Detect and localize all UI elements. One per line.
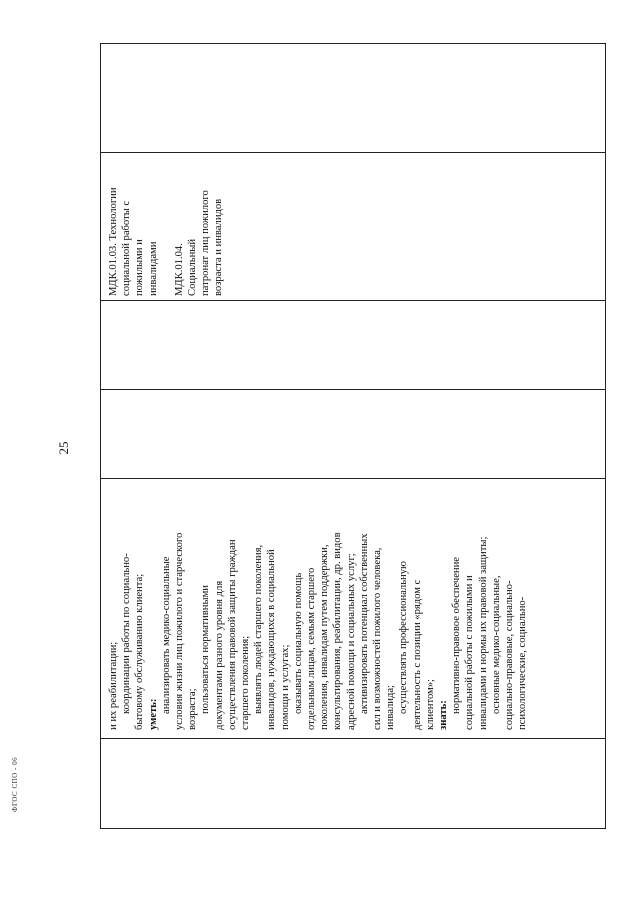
mdk-line: возраста и инвалидов — [213, 198, 225, 296]
text-line: документами разного уровня для — [213, 580, 225, 730]
text-line: осуществлять профессиональную — [398, 561, 410, 714]
text-line: старшего поколения; — [240, 635, 252, 730]
line-gap — [160, 158, 173, 296]
section-heading: уметь: — [147, 698, 159, 730]
text-line: осуществления правовой защиты граждан — [226, 539, 238, 730]
column-divider — [101, 389, 605, 390]
text-line: нормативно-правовое обеспечение — [451, 557, 463, 714]
mdk-line: инвалидами — [147, 241, 159, 296]
text-line: социально-правовые, социально- — [504, 580, 516, 730]
text-line: возраста; — [187, 688, 199, 730]
page-number: 25 — [56, 441, 71, 455]
text-line: инвалида; — [385, 685, 397, 730]
mdk-line: социальной работы с — [121, 200, 133, 296]
text-line: условия жизни лиц пожилого и старческого — [174, 532, 186, 730]
mdk-line: пожилыми и — [134, 239, 146, 296]
text-line: консультирования, реабилитации, др. видов — [332, 532, 344, 730]
rotated-table-wrapper — [100, 43, 606, 829]
mdk-line: патронат лиц пожилого — [200, 190, 212, 296]
text-line: инвалидов, нуждающихся в социальной — [266, 549, 278, 730]
text-line: психологические, социально- — [517, 596, 529, 730]
text-line: и их реабилитации; — [108, 641, 119, 730]
text-line: выявлять людей старшего поколения, — [253, 544, 265, 714]
column-divider — [101, 152, 605, 153]
column-divider — [101, 300, 605, 301]
mdk-line: Социальный — [187, 238, 199, 296]
text-line: активизировать потенциал собственных — [358, 533, 370, 714]
mdk-line: МДК.01.04. — [173, 243, 185, 296]
column-divider — [101, 478, 605, 479]
text-line: адресной помощи и социальных услуг; — [345, 553, 357, 730]
text-line: сил и возможностей пожилого человека, — [372, 547, 384, 730]
text-line: координации работы по социально- — [121, 553, 133, 714]
skills-knowledge-cell — [107, 484, 530, 730]
text-line: помощи и услугах; — [279, 644, 291, 730]
text-line: отдельным лицам, семьям старшего — [306, 567, 318, 730]
text-line: инвалидами и нормы их правовой защиты; — [477, 536, 489, 730]
text-line: деятельность с позиции «рядом с — [411, 579, 423, 730]
text-line: основные медико-социальные, — [490, 575, 502, 714]
footer-code: ФГОС СПО - 06 — [11, 756, 19, 812]
text-line: анализировать медико-социальные — [160, 556, 172, 714]
text-line: клиентом»; — [424, 678, 436, 730]
mdk-modules-cell — [107, 158, 226, 296]
text-line: поколения, инвалидам путем поддержки, — [319, 544, 331, 730]
curriculum-table — [100, 43, 606, 829]
text-line: пользоваться нормативными — [200, 585, 212, 714]
column-divider — [101, 738, 605, 739]
rotated-table — [100, 43, 606, 829]
text-line: бытовому обслуживанию клиента; — [134, 573, 146, 730]
text-line: социальной работы с пожилыми и — [464, 575, 476, 730]
mdk-line: МДК.01.03. Технологии — [108, 187, 119, 296]
section-heading: знать: — [438, 700, 450, 730]
text-line: оказывать социальную помощь — [292, 572, 304, 714]
